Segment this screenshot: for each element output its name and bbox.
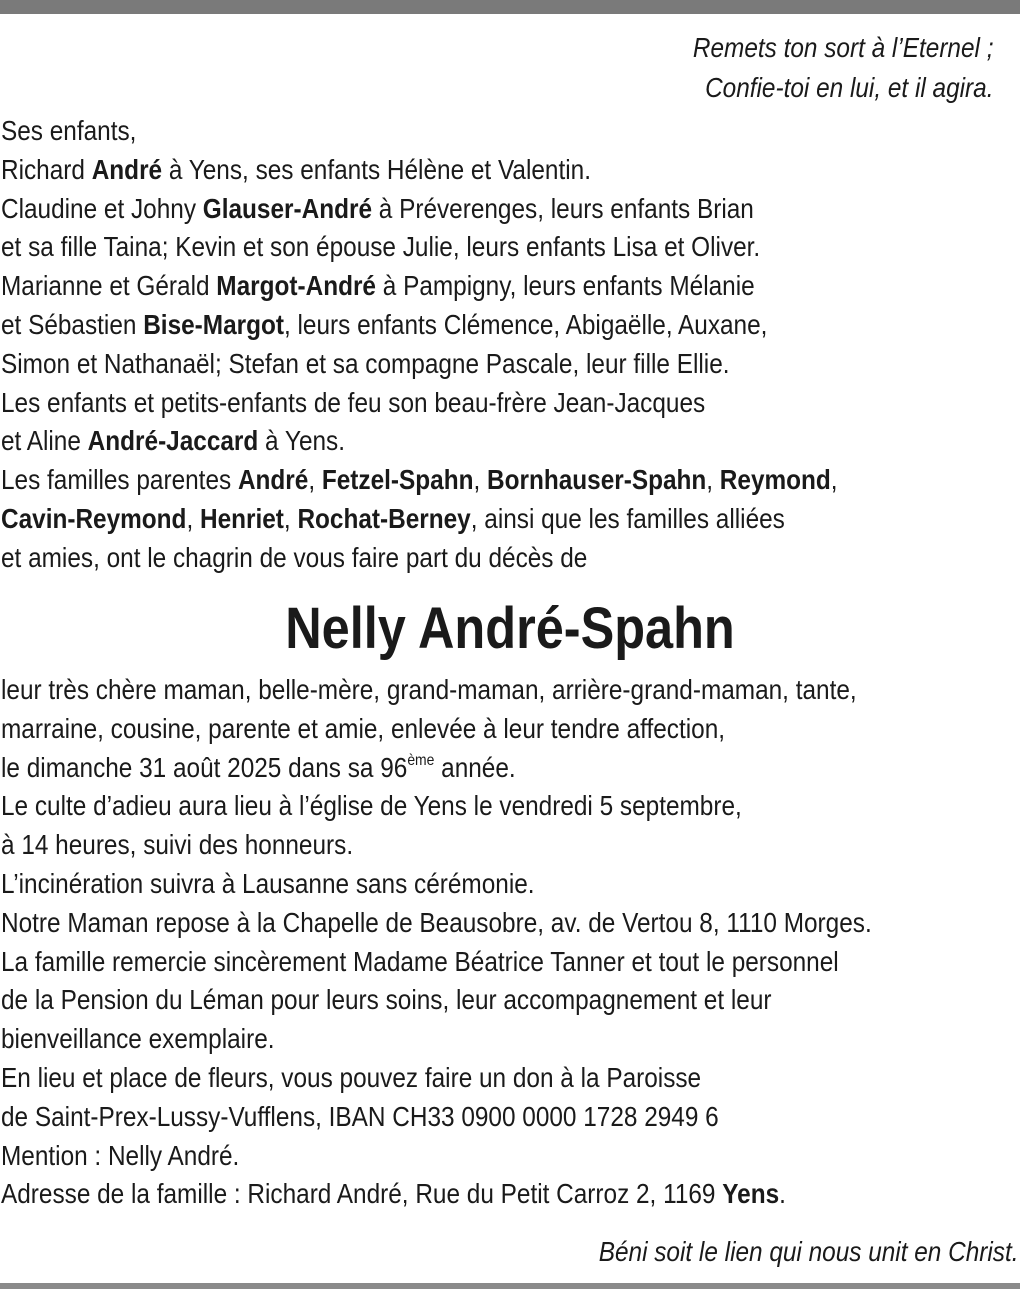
detail-line: leur très chère maman, belle-mère, grand-maman, arrière-grand-maman, tante, [1,674,857,705]
detail-line: La famille remercie sincèrement Madame Béatrice Tanner et tout le personnel [1,945,839,977]
family-surname: Fetzel-Spahn [321,464,474,496]
text: Marianne et Gérald [1,270,217,302]
family-line [1,461,838,500]
family-line [1,500,838,539]
detail-line [1,749,872,788]
family-line [1,422,838,461]
detail-line: Mention : Nelly André. [1,1139,240,1171]
family-announcement [1,112,838,578]
text: , ainsi que les familles alliées [470,502,785,534]
top-border [0,0,1020,14]
family-surname: Reymond [719,464,831,496]
family-line [1,267,838,306]
text: et Sébastien [1,308,144,340]
opening-verse [692,28,993,108]
family-surname: André-Jaccard [87,425,259,457]
text: , [473,464,488,496]
text: Claudine et Johny [1,192,203,224]
family-surname: André [91,153,163,185]
text: le dimanche 31 août 2025 dans sa 96 [1,751,408,783]
detail-line: En lieu et place de fleurs, vous pouvez faire un don à la Paroisse [1,1061,702,1093]
family-line: Simon et Nathanaël; Stefan et sa compagne Pascale, leur fille Ellie. [1,347,730,379]
announcement-details [1,671,872,1214]
text: , [830,464,838,496]
detail-line: Notre Maman repose à la Chapelle de Beausobre, av. de Vertou 8, 1110 Morges. [1,906,872,938]
text: Les familles parentes [1,464,238,496]
detail-line: bienveillance exemplaire. [1,1023,275,1055]
family-surname: Bornhauser-Spahn [487,464,707,496]
family-line [1,190,838,229]
family-line: Les enfants et petits-enfants de feu son beau-frère Jean-Jacques [1,386,706,418]
text: année. [434,751,516,783]
detail-line: L’incinération suivra à Lausanne sans cérémonie. [1,867,535,899]
family-surname: Cavin-Reymond [1,502,187,534]
ordinal-suffix: ème [407,751,435,769]
family-line: et amies, ont le chagrin de vous faire part du décès de [1,541,588,573]
family-surname: Glauser-André [202,192,373,224]
text: Adresse de la famille : Richard André, Rue du Petit Carroz 2, 1169 [1,1178,723,1210]
text: , [283,502,298,534]
deceased-name: Nelly André-Spahn [285,596,735,661]
verse-line-2: Confie-toi en lui, et il agira. [704,72,993,103]
family-surname: Bise-Margot [143,308,284,340]
text: à Yens. [258,425,345,457]
detail-line [1,1175,872,1214]
family-surname: Henriet [199,502,284,534]
family-line: Ses enfants, [1,115,137,146]
text: , [706,464,720,496]
text: à Yens, ses enfants Hélène et Valentin. [162,153,591,185]
closing-verse: Béni soit le lien qui nous unit en Christ. [598,1236,1018,1267]
text: à Préverenges, leurs enfants Brian [372,192,754,224]
text: et Aline [1,425,88,457]
text: à Pampigny, leurs enfants Mélanie [375,270,755,302]
text: Richard [1,153,92,185]
detail-line: Le culte d’adieu aura lieu à l’église de Yens le vendredi 5 septembre, [1,790,742,822]
family-surname: André [237,464,309,496]
detail-line: marraine, cousine, parente et amie, enlevée à leur tendre affection, [1,712,726,744]
family-line [1,151,838,190]
family-line [1,306,838,345]
town-name: Yens [722,1178,780,1210]
detail-line: de Saint-Prex-Lussy-Vufflens, IBAN CH33 0900 0000 1728 2949 6 [1,1100,719,1132]
text: , leurs enfants Clémence, Abigaëlle, Auxane, [283,308,768,340]
text: , [308,464,322,496]
detail-line: à 14 heures, suivi des honneurs. [1,829,354,861]
detail-line: de la Pension du Léman pour leurs soins, leur accompagnement et leur [1,984,772,1016]
family-line: et sa fille Taina; Kevin et son épouse Julie, leurs enfants Lisa et Oliver. [1,231,761,263]
text: , [186,502,200,534]
family-surname: Rochat-Berney [297,502,471,534]
family-surname: Margot-André [216,270,376,302]
bottom-border [0,1283,1020,1289]
text: . [779,1178,786,1210]
verse-line-1: Remets ton sort à l’Eternel ; [692,32,993,63]
